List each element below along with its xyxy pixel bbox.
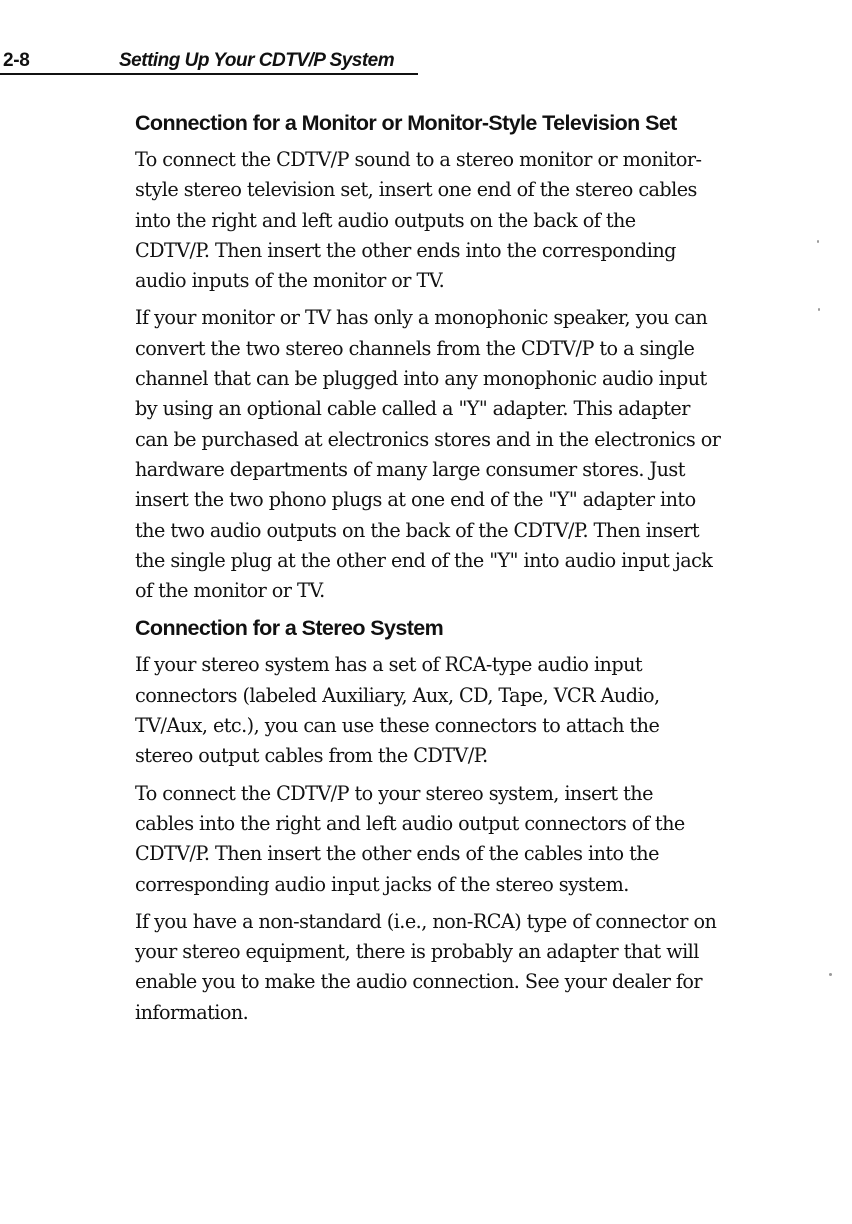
section-heading-monitor: Connection for a Monitor or Monitor-Style Television Set xyxy=(135,111,677,135)
header-rule xyxy=(0,73,418,75)
page-number: 2-8 xyxy=(3,50,30,71)
chapter-title: Setting Up Your CDTV/P System xyxy=(119,50,395,71)
paragraph-stereo-connect: To connect the CDTV/P to your stereo system, insert the cables into the right and left audio output connectors of the CDTV/P. Then insert the other ends of the cables into the corresponding audio input jacks of the stereo system. xyxy=(135,781,685,896)
page-header xyxy=(0,46,420,76)
paragraph-monitor-connect: To connect the CDTV/P sound to a stereo monitor or monitor- style stereo television set, insert one end of the stereo cables into the right and left audio outputs on the back of the CDTV/P. Then insert the other ends into the corresponding audio inputs of the monitor or TV. xyxy=(135,148,702,293)
page-content xyxy=(135,108,735,1035)
paragraph-non-standard: If you have a non-standard (i.e., non-RCA) type of connector on your stereo equipment, there is probably an adapter that will enable you to make the audio connection. See your dealer for information. xyxy=(135,909,717,1024)
scan-speck xyxy=(818,308,820,311)
paragraph-monophonic: If your monitor or TV has only a monophonic speaker, you can convert the two stereo channels from the CDTV/P to a single channel that can be plugged into any monophonic audio input by using an optional cable called a "Y" adapter. This adapter can be purchased at electronics stores and in the electronics or hardware departments of many large consumer stores. Just insert the two phono plugs at one end of the "Y" adapter into the two audio outputs on the back of the CDTV/P. Then insert the single plug at the other end of the "Y" into audio input jack of the monitor or TV. xyxy=(135,306,721,603)
scan-speck xyxy=(829,973,832,976)
paragraph-stereo-connectors: If your stereo system has a set of RCA-type audio input connectors (labeled Auxiliary, Aux, CD, Tape, VCR Audio, TV/Aux, etc.), you can use these connectors to attach the stereo output cables from the CDTV/P. xyxy=(135,653,660,768)
section-heading-stereo: Connection for a Stereo System xyxy=(135,616,444,641)
scan-speck xyxy=(817,240,819,243)
